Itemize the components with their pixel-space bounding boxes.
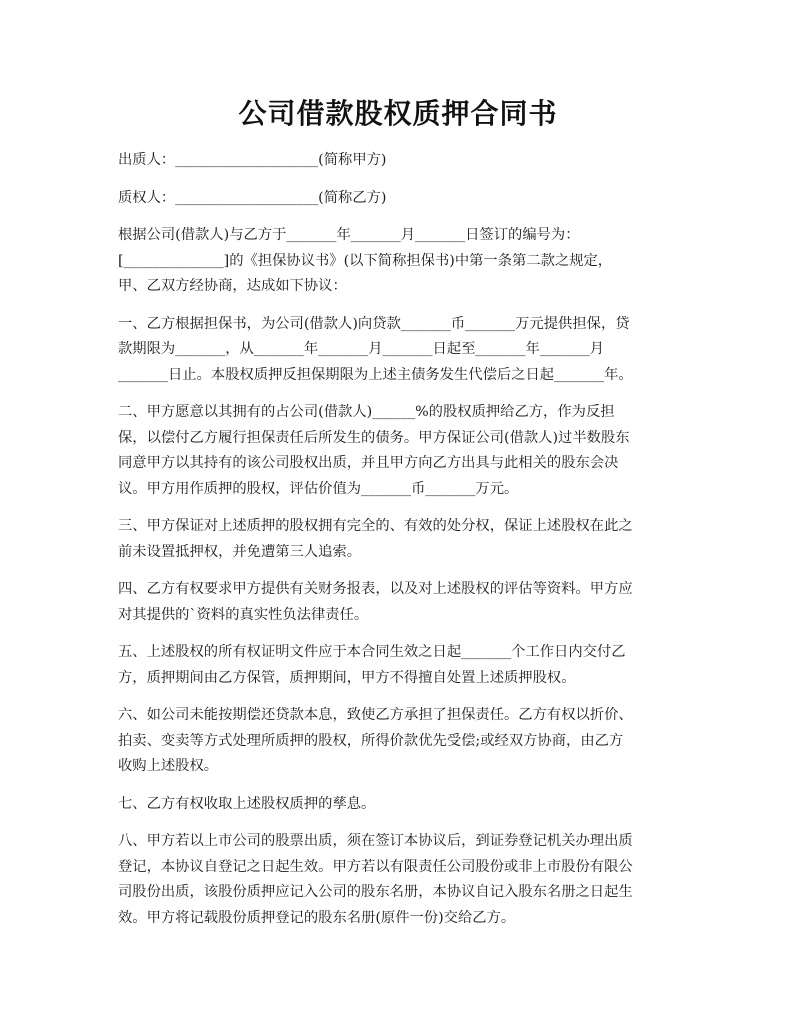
- text-line: 甲、乙双方经协商，达成如下协议：: [118, 278, 347, 294]
- text-line: 效。甲方将记载股份质押登记的股东名册(原件一份)交给乙方。: [118, 909, 516, 926]
- text-line: 登记，本协议自登记之日起生效。甲方若以有限责任公司股份或非上市股份有限公: [118, 858, 633, 875]
- text-line: 根据公司(借款人)与乙方于_______年_______月_______日签订的编号为：: [118, 227, 580, 243]
- text-line: 款期限为_______，从_______年_______月_______日起至_______年_______月: [118, 341, 605, 357]
- preamble-paragraph: [118, 223, 684, 300]
- text-line: 四、乙方有权要求甲方提供有关财务报表，以及对上述股权的评估等资料。甲方应: [118, 581, 633, 597]
- text-line: 前未设置抵押权，并免遭第三人追索。: [118, 543, 362, 560]
- pledgee-line: [118, 186, 684, 212]
- clause-6: [118, 703, 684, 780]
- text-line: 保，以偿付乙方履行担保责任后所发生的债务。甲方保证公司(借款人)过半数股东: [118, 429, 630, 446]
- text-line: 六、如公司未能按期偿还贷款本息，致使乙方承担了担保责任。乙方有权以折价、: [118, 707, 633, 723]
- clause-1: [118, 312, 684, 389]
- clause-2: [118, 400, 684, 502]
- pledgor-line: [118, 148, 684, 174]
- text-line: 一、乙方根据担保书，为公司(借款人)向贷款_______币_______万元提供担保，贷: [118, 315, 630, 332]
- text-line: 出质人：____________________(简称甲方): [118, 152, 387, 168]
- text-line: _______日止。本股权质押反担保期限为上述主债务发生代偿后之日起_______年。: [118, 366, 633, 383]
- text-line: 八、甲方若以上市公司的股票出质，须在签订本协议后，到证券登记机关办理出质: [118, 833, 633, 849]
- text-line: 对其提供的`资料的真实性负法律责任。: [118, 606, 369, 623]
- text-line: 质权人：____________________(简称乙方): [118, 189, 387, 206]
- text-line: 五、上述股权的所有权证明文件应于本合同生效之日起_______个工作日内交付乙: [118, 644, 626, 660]
- text-line: 司股份出质，该股份质押应记入公司的股东名册，本协议自记入股东名册之日起生: [118, 884, 633, 900]
- text-line: 七、乙方有权收取上述股权质押的孳息。: [118, 795, 376, 812]
- text-line: 方，质押期间由乙方保管，质押期间，甲方不得擅自处置上述质押股权。: [118, 669, 576, 686]
- clause-5: [118, 640, 684, 691]
- text-line: 二、甲方愿意以其拥有的占公司(借款人)______%的股权质押给乙方，作为反担: [118, 404, 615, 420]
- text-line: 收购上述股权。: [118, 758, 219, 774]
- clause-7: [118, 792, 684, 818]
- text-line: 三、甲方保证对上述质押的股权拥有完全的、有效的处分权，保证上述股权在此之: [118, 518, 633, 534]
- text-line: 议。甲方用作质押的股权，评估价值为_______币_______万元。: [118, 480, 519, 497]
- text-line: 拍卖、变卖等方式处理所质押的股权，所得价款优先受偿;或经双方协商，由乙方: [118, 732, 624, 749]
- clause-8: [118, 829, 684, 931]
- clause-3: [118, 514, 684, 565]
- document-title: 公司借款股权质押合同书: [238, 97, 558, 130]
- text-line: [______________]的《担保协议书》(以下简称担保书)中第一条第二款之规定，: [118, 252, 613, 269]
- text-line: 同意甲方以其持有的该公司股权出质，并且甲方向乙方出具与此相关的股东会决: [118, 455, 619, 471]
- document-body: [118, 148, 684, 943]
- clause-4: [118, 577, 684, 628]
